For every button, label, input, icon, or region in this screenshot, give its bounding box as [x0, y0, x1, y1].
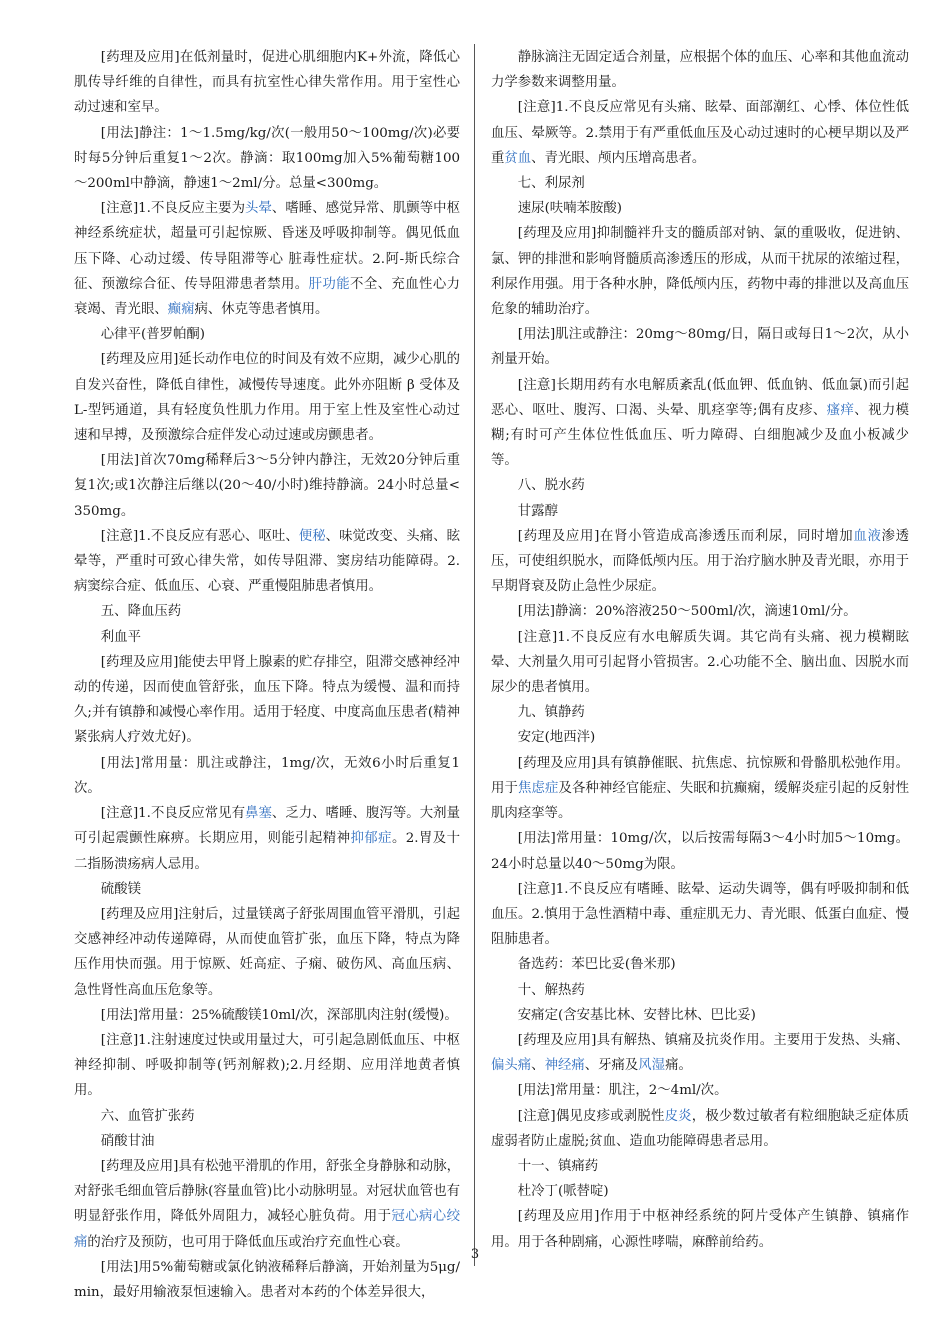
paragraph [491, 196, 909, 221]
paragraph [491, 877, 909, 953]
text-run: [药理及应用]注射后，过量镁离子舒张周围血管平滑肌，引起交感神经冲动传递障碍，从而使血管扩张，血压下降，特点为降压作用快而强。用于惊厥、妊高症、子痫、破伤风、高血压病、急性肾性高血压危象等。 [74, 906, 460, 998]
paragraph [74, 1129, 460, 1154]
text-run: [注意]偶见皮疹或剥脱性 [517, 1108, 665, 1124]
text-run: [用法]静注：1～1.5mg/kg/次(一般用50～100mg/次)必要时每5分钟后重复1～2次。静滴：取100mg加入5%葡萄糖100～200ml中静滴，静速1～2ml/分。总量<300mg。 [74, 125, 460, 192]
text-run: [药理及应用]具有镇静催眠、抗焦虑、抗惊厥和骨骼肌松弛作用。用于 [491, 755, 909, 796]
text-run: [注意]长期用药有水电解质紊乱(低血钾、低血钠、低血氯)而引起恶心、呕吐、腹泻、口渴、头晕、肌痉挛等;偶有皮疹、 [491, 377, 909, 418]
text-run: 渗透压，可使组织脱水，而降低颅内压。用于治疗脑水肿及青光眼，亦用于早期肾衰及防止急性少尿症。 [491, 528, 909, 595]
text-run: 安痛定(含安基比林、安替比林、巴比妥) [517, 1007, 756, 1023]
text-run: [注意]1.注射速度过快或用量过大，可引起急剧低血压、中枢神经抑制、呼吸抑制等(钙剂解救);2.月经期、应用洋地黄者慎用。 [74, 1032, 460, 1099]
paragraph [491, 322, 909, 372]
text-run: [注意]1.不良反应有恶心、呕吐、 [100, 528, 299, 544]
keyword-link[interactable]: 冠心病心绞痛 [74, 1209, 460, 1250]
paragraph [74, 448, 460, 524]
paragraph [491, 826, 909, 876]
paragraph [491, 1028, 909, 1078]
text-run: 六、血管扩张药 [100, 1108, 195, 1124]
left-column [74, 45, 460, 1305]
text-run: 的治疗及预防，也可用于降低血压或治疗充血性心衰。 [87, 1234, 409, 1250]
text-run: 杜冷丁(哌替啶) [517, 1184, 609, 1200]
text-run: 硝酸甘油 [100, 1133, 155, 1149]
text-run: [注意]1.不良反应常见有头痛、眩晕、面部潮红、心悸、体位性低血压、晕厥等。2.禁用于有严重低血压及心动过速时的心梗早期以及严重 [491, 100, 909, 166]
text-run: [药理及应用]能使去甲肾上腺素的贮存排空，阻滞交感神经冲动的传递，因而使血管舒张，血压下降。特点为缓慢、温和而持久;并有镇静和减慢心率作用。适用于轻度、中度高血压患者(精神紧张病人疗效尤好)。 [74, 654, 460, 746]
paragraph [491, 625, 909, 701]
text-run: [药理及应用]在肾小管造成高渗透压而利尿，同时增加 [517, 528, 854, 544]
text-run: [药理及应用]抑制髓袢升支的髓质部对钠、氯的重吸收，促进钠、氯、钾的排泄和影响肾髓质高渗透压的形成，从而干扰尿的浓缩过程，利尿作用强。用于各种水肿，降低颅内压，药物中毒的排泄以及高血压危象的辅助治疗。 [491, 226, 909, 318]
text-run: 十、解热药 [517, 982, 585, 998]
text-run: 速尿(呋喃苯胺酸) [517, 201, 622, 217]
paragraph [74, 625, 460, 650]
text-run: [药理及应用]延长动作电位的时间及有效不应期，减少心肌的自发兴奋性，降低自律性，减慢传导速度。此外亦阻断 β 受体及L-型钙通道，具有轻度负性肌力作用。用于室上性及室性心动过速和早搏，及预激综合症伴发心动过速或房颤患者。 [74, 352, 460, 444]
keyword-link[interactable]: 风湿 [638, 1058, 666, 1074]
paragraph [491, 221, 909, 322]
paragraph [74, 650, 460, 751]
page-number: 3 [470, 1247, 480, 1262]
text-run: [药理及应用]作用于中枢神经系统的阿片受体产生镇静、镇痛作用。用于各种剧痛，心源性哮喘，麻醉前给药。 [491, 1209, 909, 1250]
text-run: 及各种神经官能症、失眠和抗癫痫，缓解炎症引起的反射性肌肉痉挛等。 [491, 780, 910, 822]
text-run: 心律平(普罗帕酮) [100, 327, 205, 343]
paragraph [491, 1003, 909, 1028]
keyword-link[interactable]: 便秘 [298, 528, 326, 544]
paragraph [491, 978, 909, 1003]
paragraph [74, 347, 460, 448]
text-run: 九、镇静药 [517, 705, 585, 721]
keyword-link[interactable]: 头晕 [245, 201, 272, 217]
paragraph [74, 1255, 460, 1305]
column-divider [474, 44, 475, 1266]
text-run: 痛。 [665, 1058, 692, 1074]
text-run: [用法]常用量：肌注，2～4ml/次。 [517, 1083, 728, 1099]
keyword-link[interactable]: 贫血 [504, 150, 532, 166]
text-run: 硫酸镁 [100, 881, 141, 897]
keyword-link[interactable]: 抑郁症 [350, 831, 392, 847]
paragraph [491, 473, 909, 498]
paragraph [491, 725, 909, 750]
paragraph [491, 1154, 909, 1179]
paragraph [74, 121, 460, 197]
text-run: [用法]用5%葡萄糖或氯化钠液稀释后静滴，开始剂量为5μg/min，最好用输液泵恒速输入。患者对本药的个体差异很大， [74, 1259, 460, 1300]
text-run: 、味觉改变、头痛、眩晕等，严重时可致心律失常，如传导阻滞、窦房结功能障碍。2.病窦综合症、低血压、心衰、严重慢阻肺患者慎用。 [74, 528, 460, 595]
paragraph [74, 1028, 460, 1104]
paragraph [74, 1154, 460, 1255]
text-run: [用法]常用量：10mg/次，以后按需每隔3～4小时加5～10mg。24小时总量以40～50mg为限。 [491, 831, 909, 872]
text-run: [用法]常用量：肌注或静注，1mg/次，无效6小时后重复1次。 [74, 755, 460, 796]
text-run: 、乏力、嗜睡、腹泻等。大剂量可引起震颤性麻痹。长期应用，则能引起精神 [74, 806, 460, 847]
text-run: 病、休克等患者慎用。 [194, 302, 329, 318]
paragraph [74, 1104, 460, 1129]
paragraph [491, 599, 909, 624]
paragraph [491, 1104, 909, 1154]
text-run: [用法]首次70mg稀释后3～5分钟内静注，无效20分钟后重复1次;或1次静注后继以(20～40/小时)维持静滴。24小时总量<350mg。 [74, 453, 460, 519]
text-run: [药理及应用]在低剂量时，促进心肌细胞内K+外流，降低心肌传导纤维的自律性，而具有抗室性心律失常作用。用于室性心动过速和室早。 [74, 50, 460, 116]
text-run: [药理及应用]具有松弛平滑肌的作用，舒张全身静脉和动脉，对舒张毛细血管后静脉(容量血管)比小动脉明显。对冠状血管也有明显舒张作用，降低外周阻力，减轻心脏负荷。用于 [74, 1158, 460, 1225]
text-run: 五、降血压药 [100, 604, 182, 620]
keyword-link[interactable]: 皮炎 [664, 1108, 692, 1124]
text-run: 。2.胃及十二指肠溃疡病人忌用。 [74, 831, 461, 872]
text-run: 、牙痛及 [584, 1058, 639, 1074]
text-run: 利血平 [100, 629, 141, 645]
paragraph [74, 322, 460, 347]
text-run: 、 [531, 1058, 545, 1074]
paragraph [491, 751, 909, 827]
paragraph [74, 1003, 460, 1028]
text-run: 、嗜睡、感觉异常、肌颤等中枢神经系统症状，超量可引起惊厥、昏迷及呼吸抑制等。偶见低血压下降、心动过缓、传导阻滞等心 脏毒性症状。2.阿-斯氏综合征、预激综合征、传导阻滞患者禁用。 [74, 201, 460, 292]
text-run: [用法]静滴：20%溶液250～500ml/次，滴速10ml/分。 [517, 604, 857, 620]
keyword-link[interactable]: 肝功能 [308, 276, 351, 292]
keyword-link[interactable]: 瘙痒 [826, 402, 855, 418]
paragraph [491, 1179, 909, 1204]
paragraph [491, 499, 909, 524]
keyword-link[interactable]: 偏头痛 [491, 1058, 532, 1074]
paragraph [74, 45, 460, 121]
text-run: ，极少数过敏者有粒细胞缺乏症体质虚弱者防止虚脱;贫血、造血功能障碍患者忌用。 [491, 1108, 910, 1149]
text-run: [用法]肌注或静注：20mg～80mg/日，隔日或每日1～2次，从小剂量开始。 [491, 327, 909, 368]
text-run: [药理及应用]具有解热、镇痛及抗炎作用。主要用于发热、头痛、 [517, 1032, 909, 1048]
paragraph [491, 171, 909, 196]
paragraph [491, 45, 909, 95]
right-column [491, 45, 909, 1255]
text-run: [注意]1.不良反应常见有 [100, 806, 246, 822]
text-run: 备选药：苯巴比妥(鲁米那) [517, 957, 676, 973]
text-run: [注意]1.不良反应有嗜睡、眩晕、运动失调等，偶有呼吸抑制和低血压。2.慎用于急性酒精中毒、重症肌无力、青光眼、低蛋白血症、慢阻肺患者。 [491, 881, 909, 948]
keyword-link[interactable]: 血液 [853, 528, 882, 544]
keyword-link[interactable]: 神经痛 [544, 1058, 585, 1074]
paragraph [74, 599, 460, 624]
paragraph [74, 524, 460, 600]
paragraph [491, 952, 909, 977]
text-run: 不全、充血性心力衰竭、青光眼、 [74, 276, 461, 318]
text-run: 十一、镇痛药 [517, 1158, 599, 1174]
text-run: [用法]常用量：25%硫酸镁10ml/次，深部肌肉注射(缓慢)。 [100, 1007, 458, 1023]
text-run: [注意]1.不良反应主要为 [100, 201, 246, 217]
keyword-link[interactable]: 鼻塞 [245, 806, 272, 822]
text-run: 静脉滴注无固定适合剂量，应根据个体的血压、心率和其他血流动力学参数来调整用量。 [491, 50, 909, 91]
paragraph [74, 196, 460, 322]
paragraph [74, 801, 460, 877]
text-run: 七、利尿剂 [517, 176, 585, 192]
paragraph [74, 751, 460, 801]
text-run: [注意]1.不良反应有水电解质失调。其它尚有头痛、视力模糊眩晕、大剂量久用可引起肾小管损害。2.心功能不全、脑出血、因脱水而尿少的患者慎用。 [491, 629, 909, 696]
paragraph [491, 95, 909, 171]
text-run: 甘露醇 [517, 503, 558, 519]
text-run: 、视力模糊;有时可产生体位性低血压、听力障碍、白细胞减少及血小板减少等。 [491, 402, 910, 469]
keyword-link[interactable]: 焦虑症 [517, 780, 559, 796]
paragraph [74, 877, 460, 902]
paragraph [74, 902, 460, 1003]
text-run: 安定(地西泮) [517, 730, 596, 746]
paragraph [491, 1078, 909, 1103]
paragraph [491, 524, 909, 600]
paragraph [491, 373, 909, 474]
paragraph [491, 700, 909, 725]
text-run: 八、脱水药 [517, 478, 585, 494]
keyword-link[interactable]: 癫痫 [167, 302, 195, 318]
text-run: 、青光眼、颅内压增高患者。 [531, 150, 706, 166]
